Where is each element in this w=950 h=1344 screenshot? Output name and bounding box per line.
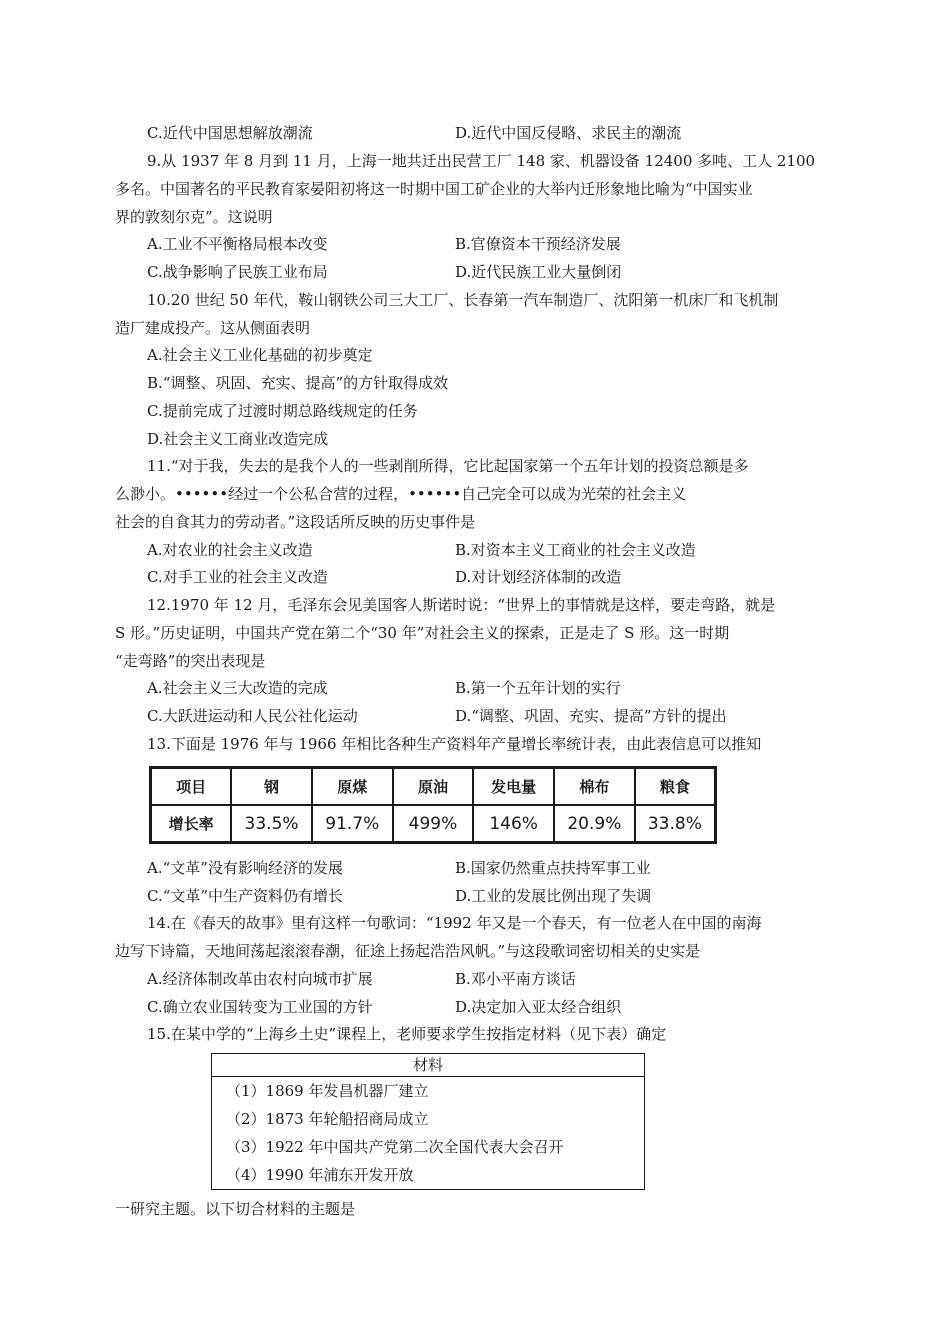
q12-option-b: B.第一个五年计划的实行 — [455, 679, 621, 697]
q11-stem-line-2: 么渺小。••••••经过一个公私合营的过程，••••••自己完全可以成为光荣的社会主义 — [115, 485, 687, 503]
table-row-label: 增长率 — [151, 805, 232, 843]
table-cell: 91.7% — [312, 805, 393, 843]
q15-tail: 一研究主题。以下切合材料的主题是 — [115, 1200, 356, 1218]
q10-stem-line-2: 造厂建成投产。这从侧面表明 — [115, 319, 311, 337]
q12-stem-line-3: “走弯路”的突出表现是 — [115, 652, 266, 670]
list-item: （4）1990 年浦东开发开放 — [226, 1166, 414, 1184]
q12-option-d: D.“调整、巩固、充实、提高”方针的提出 — [455, 707, 727, 725]
q10-stem-line-1: 10.20 世纪 50 年代，鞍山钢铁公司三大工厂、长春第一汽车制造厂、沈阳第一机床厂和飞机制 — [147, 291, 779, 309]
materials-table — [211, 1053, 645, 1190]
table-cell: 146% — [473, 805, 554, 843]
q9-stem-line-3: 界的敦刻尔克”。这说明 — [115, 208, 273, 226]
q13-stem: 13.下面是 1976 年与 1966 年相比各种生产资料年产量增长率统计表，由此表信息可以推知 — [147, 735, 762, 753]
table-cell: 33.8% — [635, 805, 716, 843]
q11-stem-line-1: 11.“对于我，失去的是我个人的一些剥削所得，它比起国家第一个五年计划的投资总额是多 — [147, 457, 749, 475]
q13-option-a: A.“文革”没有影响经济的发展 — [147, 859, 343, 877]
growth-rate-table — [149, 766, 717, 844]
q12-option-c: C.大跃进运动和人民公社化运动 — [147, 707, 358, 725]
q14-option-a: A.经济体制改革由农村向城市扩展 — [147, 970, 373, 988]
table-cell: 499% — [393, 805, 474, 843]
q14-option-d: D.决定加入亚太经合组织 — [455, 998, 622, 1016]
q9-option-a: A.工业不平衡格局根本改变 — [147, 235, 328, 253]
list-item: （1）1869 年发昌机器厂建立 — [226, 1082, 429, 1100]
q11-option-a: A.对农业的社会主义改造 — [147, 541, 313, 559]
list-item: （3）1922 年中国共产党第二次全国代表大会召开 — [226, 1138, 564, 1156]
list-item: （2）1873 年轮船招商局成立 — [226, 1110, 429, 1128]
q14-option-c: C.确立农业国转变为工业国的方针 — [147, 998, 373, 1016]
table-header-cell: 项目 — [151, 768, 232, 806]
q10-option-a: A.社会主义工业化基础的初步奠定 — [147, 346, 373, 364]
q9-stem-line-2: 多名。中国著名的平民教育家晏阳初将这一时期中国工矿企业的大举内迁形象地比喻为“中国实业 — [115, 180, 753, 198]
table-header-cell: 粮食 — [635, 768, 716, 806]
q11-stem-line-3: 社会的自食其力的劳动者。”这段话所反映的历史事件是 — [115, 513, 476, 531]
materials-table-title: 材料 — [212, 1054, 644, 1077]
q9-option-c: C.战争影响了民族工业布局 — [147, 263, 328, 281]
table-header-cell: 钢 — [231, 768, 312, 806]
table-header-cell: 棉布 — [554, 768, 635, 806]
q11-option-c: C.对手工业的社会主义改造 — [147, 568, 328, 586]
q12-option-a: A.社会主义三大改造的完成 — [147, 679, 328, 697]
q12-stem-line-2: S 形。”历史证明，中国共产党在第二个“30 年”对社会主义的探索，正是走了 S 形。这一时期 — [115, 624, 730, 642]
q15-stem: 15.在某中学的“上海乡土史”课程上，老师要求学生按指定材料（见下表）确定 — [147, 1025, 667, 1043]
q13-option-d: D.工业的发展比例出现了失调 — [455, 887, 652, 905]
table-header-cell: 原油 — [393, 768, 474, 806]
table-header-row — [151, 768, 716, 806]
q11-option-b: B.对资本主义工商业的社会主义改造 — [455, 541, 696, 559]
q14-option-b: B.邓小平南方谈话 — [455, 970, 576, 988]
q13-option-b: B.国家仍然重点扶持军事工业 — [455, 859, 651, 877]
table-cell: 33.5% — [231, 805, 312, 843]
q9-option-d: D.近代民族工业大量倒闭 — [455, 263, 622, 281]
q14-stem-line-2: 边写下诗篇，天地间荡起滚滚春潮，征途上扬起浩浩风帆。”与这段歌词密切相关的史实是 — [115, 942, 701, 960]
q8-option-d: D.近代中国反侵略、求民主的潮流 — [455, 124, 682, 142]
table-row — [151, 805, 716, 843]
q9-option-b: B.官僚资本干预经济发展 — [455, 235, 621, 253]
table-header-cell: 发电量 — [473, 768, 554, 806]
q11-option-d: D.对计划经济体制的改造 — [455, 568, 622, 586]
q8-option-c: C.近代中国思想解放潮流 — [147, 124, 313, 142]
table-cell: 20.9% — [554, 805, 635, 843]
q10-option-c: C.提前完成了过渡时期总路线规定的任务 — [147, 402, 418, 420]
q10-option-b: B.“调整、巩固、充实、提高”的方针取得成效 — [147, 374, 449, 392]
q10-option-d: D.社会主义工商业改造完成 — [147, 430, 329, 448]
q14-stem-line-1: 14.在《春天的故事》里有这样一句歌词：“1992 年又是一个春天，有一位老人在中国的南海 — [147, 914, 762, 932]
q9-stem-line-1: 9.从 1937 年 8 月到 11 月，上海一地共迁出民营工厂 148 家、机器设备 12400 多吨、工人 2100 — [147, 152, 816, 170]
table-header-cell: 原煤 — [312, 768, 393, 806]
q12-stem-line-1: 12.1970 年 12 月，毛泽东会见美国客人斯诺时说：“世界上的事情就是这样，要走弯路，就是 — [147, 596, 776, 614]
q13-option-c: C.“文革”中生产资料仍有增长 — [147, 887, 344, 905]
